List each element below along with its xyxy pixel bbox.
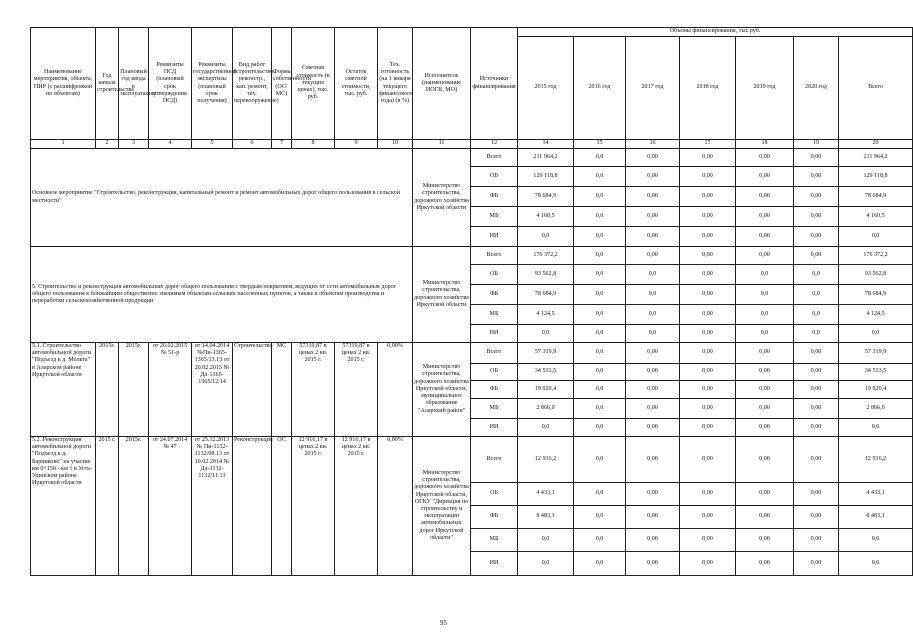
funding-value: 0,00 <box>736 187 794 207</box>
funding-value: 93 562,8 <box>839 265 913 285</box>
funding-value: 0,00 <box>680 149 736 167</box>
psd-details: от 26.02.2015 № 51-р <box>149 343 192 437</box>
funding-value: 4 433,1 <box>839 483 913 506</box>
column-number: 12 <box>471 140 518 149</box>
funding-value: 0,00 <box>626 167 680 187</box>
funding-value: 0,0 <box>736 305 794 325</box>
funding-source: ОБ <box>471 483 518 506</box>
column-number: 2 <box>96 140 119 149</box>
funding-value: 0,00 <box>626 381 680 399</box>
column-number: 8 <box>292 140 335 149</box>
funding-value: 0,0 <box>839 325 913 343</box>
funding-value: 0,00 <box>626 247 680 265</box>
funding-value: 0,0 <box>574 325 626 343</box>
funding-value: 0,00 <box>680 305 736 325</box>
column-number: 14 <box>518 140 574 149</box>
funding-source: Всего <box>471 247 518 265</box>
header-estimated-cost: Сметная стоимость (в текущих ценах), тыс. руб. <box>292 28 335 140</box>
readiness: 0,00% <box>378 437 413 576</box>
funding-value: 0,00 <box>736 399 794 419</box>
funding-value: 0,0 <box>626 265 680 285</box>
funding-value: 0,00 <box>736 149 794 167</box>
funding-value: 0,0 <box>574 265 626 285</box>
header-total: Всего <box>839 37 913 140</box>
funding-value: 0,00 <box>626 364 680 381</box>
funding-value: 211 964,2 <box>839 149 913 167</box>
funding-value: 4 124,5 <box>839 305 913 325</box>
funding-value: 78 684,9 <box>518 187 574 207</box>
column-number: 7 <box>272 140 292 149</box>
funding-value: 0,00 <box>794 247 839 265</box>
funding-value: 0,0 <box>574 419 626 437</box>
funding-value: 8 483,1 <box>518 506 574 529</box>
funding-value: 0,00 <box>736 529 794 552</box>
funding-source: Всего <box>471 149 518 167</box>
funding-value: 0,00 <box>794 506 839 529</box>
executor: Министерство строительства, дорожного хозяйства Иркутской области <box>413 247 471 343</box>
funding-value: 211 964,2 <box>518 149 574 167</box>
planned-year: 2015г. <box>119 437 149 576</box>
funding-value: 0,0 <box>839 227 913 247</box>
funding-value: 0,0 <box>574 483 626 506</box>
funding-value: 0,00 <box>680 552 736 576</box>
funding-value: 0,00 <box>794 207 839 227</box>
funding-value: 57 319,9 <box>518 343 574 364</box>
estimated-cost: 57319,87 в ценах 2 кв. 2015 г. <box>292 343 335 437</box>
funding-value: 0,0 <box>574 207 626 227</box>
header-planned-year: Плановый год ввода в эксплуатацию <box>119 28 149 140</box>
funding-value: 0,00 <box>680 381 736 399</box>
funding-value: 0,0 <box>518 419 574 437</box>
funding-value: 0,0 <box>736 285 794 305</box>
funding-source: ОБ <box>471 265 518 285</box>
funding-value: 0,00 <box>794 343 839 364</box>
funding-value: 0,00 <box>680 343 736 364</box>
funding-source: ФБ <box>471 187 518 207</box>
funding-source: ИИ <box>471 325 518 343</box>
readiness: 0,00% <box>378 343 413 437</box>
column-number: 18 <box>736 140 794 149</box>
funding-value: 0,00 <box>680 506 736 529</box>
funding-source: ИИ <box>471 552 518 576</box>
funding-value: 0,0 <box>626 285 680 305</box>
funding-value: 2 866,0 <box>518 399 574 419</box>
funding-source: ИИ <box>471 419 518 437</box>
header-readiness: Тех. готовность (на 1 января текущего финансового года) (в %) <box>378 28 413 140</box>
funding-source: ОБ <box>471 364 518 381</box>
header-name: Наименование мероприятия, объекта, ПИР (с расшифровкой по объектам) <box>31 28 96 140</box>
column-number: 15 <box>574 140 626 149</box>
funding-value: 0,00 <box>680 247 736 265</box>
funding-value: 0,0 <box>518 325 574 343</box>
funding-value: 78 684,9 <box>518 285 574 305</box>
funding-value: 0,00 <box>680 364 736 381</box>
start-year: 2015 г. <box>96 437 119 576</box>
funding-value: 0,00 <box>794 399 839 419</box>
funding-source: ИИ <box>471 227 518 247</box>
funding-value: 0,0 <box>794 265 839 285</box>
funding-source: ФБ <box>471 506 518 529</box>
funding-value: 0,0 <box>839 529 913 552</box>
funding-value: 129 118,8 <box>518 167 574 187</box>
column-number: 11 <box>413 140 471 149</box>
header-year-2017: 2017 год <box>626 37 680 140</box>
funding-value: 0,0 <box>574 364 626 381</box>
funding-value: 0,00 <box>736 227 794 247</box>
funding-value: 0,00 <box>680 265 736 285</box>
executor: Министерство строительства, дорожного хозяйства Иркутской области, муниципальное образование "Аларский район" <box>413 343 471 437</box>
funding-value: 0,00 <box>794 364 839 381</box>
planned-year: 2015г. <box>119 343 149 437</box>
funding-value: 12 916,2 <box>518 437 574 483</box>
funding-value: 0,00 <box>794 552 839 576</box>
header-psd: Реквизиты ПСД (плановый срок утверждения ПСД) <box>149 28 192 140</box>
page-number: 95 <box>440 619 447 627</box>
funding-value: 0,00 <box>794 187 839 207</box>
funding-value: 176 372,2 <box>518 247 574 265</box>
funding-value: 129 118,8 <box>839 167 913 187</box>
table-row <box>31 247 913 265</box>
ownership: МС <box>272 343 292 437</box>
funding-value: 0,0 <box>574 227 626 247</box>
funding-value: 0,00 <box>626 437 680 483</box>
funding-value: 0,00 <box>794 529 839 552</box>
ownership: ОС <box>272 437 292 576</box>
header-executor: Исполнитель (наименование ИОГВ, МО) <box>413 28 471 140</box>
executor: Министерство строительства, дорожного хозяйства Иркутской области <box>413 149 471 247</box>
table-row <box>31 149 913 167</box>
funding-value: 0,0 <box>794 325 839 343</box>
funding-value: 0,0 <box>736 265 794 285</box>
funding-value: 34 533,5 <box>839 364 913 381</box>
funding-value: 0,00 <box>680 399 736 419</box>
funding-table <box>30 27 913 576</box>
funding-source: МБ <box>471 529 518 552</box>
funding-value: 0,0 <box>626 305 680 325</box>
header-expertise: Реквизиты государственной экспертизы (плановый срок получения) <box>192 28 233 140</box>
funding-value: 34 533,5 <box>518 364 574 381</box>
funding-value: 0,0 <box>794 305 839 325</box>
funding-value: 0,0 <box>626 325 680 343</box>
funding-value: 0,00 <box>736 381 794 399</box>
funding-value: 0,0 <box>839 419 913 437</box>
funding-value: 4 160,5 <box>839 207 913 227</box>
funding-value: 0,0 <box>574 381 626 399</box>
funding-value: 0,00 <box>736 483 794 506</box>
funding-value: 19 920,4 <box>518 381 574 399</box>
object-title: 5.1. Строительство автомобильной дороги "Подъезд к д. Мольта" в Аларском районе Иркутской области <box>31 343 96 437</box>
funding-value: 0,00 <box>794 167 839 187</box>
funding-value: 8 483,1 <box>839 506 913 529</box>
header-ownership: Форма собственности (ОС/МС) <box>272 28 292 140</box>
funding-value: 0,00 <box>794 419 839 437</box>
funding-value: 0,00 <box>626 506 680 529</box>
funding-value: 0,00 <box>680 419 736 437</box>
funding-source: ФБ <box>471 381 518 399</box>
funding-value: 0,00 <box>626 187 680 207</box>
funding-value: 0,00 <box>626 207 680 227</box>
funding-value: 0,00 <box>736 343 794 364</box>
expertise-details: от 25.12.2013 № Пи-1132-1132/08.13 от 10.02.2014 № Дл-1132-1132/11.13 <box>192 437 233 576</box>
funding-value: 4 433,1 <box>518 483 574 506</box>
column-number: 4 <box>149 140 192 149</box>
funding-value: 12 916,2 <box>839 437 913 483</box>
funding-value: 0,00 <box>680 529 736 552</box>
funding-source: МБ <box>471 207 518 227</box>
funding-value: 0,00 <box>794 381 839 399</box>
funding-value: 57 319,9 <box>839 343 913 364</box>
funding-value: 0,0 <box>736 325 794 343</box>
section-title: 5. Строительство и реконструкция автомобильных дорог общего пользования с твердым покрытием, ведущих от сети автомобильных дорог общего пользования к ближайшим общественно значимым объектам сельских населенных пунктов, а также к объектам производства и переработки сельскохозяйственной продукции <box>31 247 413 343</box>
funding-value: 0,00 <box>626 529 680 552</box>
section-title: Основное мероприятие "Строительство, реконструкция, капитальный ремонт и ремонт автомобильных дорог общего пользования в сельской местности" <box>31 149 413 247</box>
funding-value: 0,0 <box>574 399 626 419</box>
funding-source: Всего <box>471 343 518 364</box>
work-type: Реконструкция <box>233 437 272 576</box>
funding-value: 0,00 <box>680 325 736 343</box>
funding-value: 0,0 <box>574 285 626 305</box>
funding-value: 0,0 <box>574 247 626 265</box>
funding-value: 0,00 <box>626 419 680 437</box>
header-year-2016: 2016 год <box>574 37 626 140</box>
funding-value: 0,0 <box>518 227 574 247</box>
header-start-year: Год начала строительства <box>96 28 119 140</box>
funding-value: 78 684,9 <box>839 285 913 305</box>
funding-value: 0,0 <box>574 437 626 483</box>
header-work-type: Вид работ (строительство, реконстр., кап. ремонт, тех. перевооружение) <box>233 28 272 140</box>
funding-value: 0,00 <box>680 483 736 506</box>
funding-value: 0,0 <box>574 167 626 187</box>
funding-value: 0,00 <box>736 207 794 227</box>
column-number: 9 <box>335 140 378 149</box>
funding-source: Всего <box>471 437 518 483</box>
funding-value: 0,00 <box>794 149 839 167</box>
funding-value: 2 866,0 <box>839 399 913 419</box>
funding-value: 0,00 <box>626 149 680 167</box>
funding-value: 0,00 <box>736 167 794 187</box>
executor: Министерство строительства, дорожного хозяйства Иркутской области, ОГКУ "Дирекция по строительству и эксплуатации автомобильных дорог Иркутской области" <box>413 437 471 576</box>
table-row <box>31 437 913 483</box>
column-number: 20 <box>839 140 913 149</box>
header-funding-volume: Объемы финансирования, тыс.руб. <box>518 28 913 37</box>
funding-value: 0,0 <box>574 506 626 529</box>
column-number: 10 <box>378 140 413 149</box>
column-number: 6 <box>233 140 272 149</box>
funding-value: 19 920,4 <box>839 381 913 399</box>
column-number: 3 <box>119 140 149 149</box>
funding-value: 0,00 <box>680 227 736 247</box>
remaining-cost: 57319,87 в ценах 2 кв. 2015 г. <box>335 343 378 437</box>
header-year-2020: 2020 год <box>794 37 839 140</box>
table-row <box>31 343 913 364</box>
funding-value: 0,00 <box>794 483 839 506</box>
funding-value: 4 160,5 <box>518 207 574 227</box>
funding-value: 4 124,5 <box>518 305 574 325</box>
header-year-2015: 2015 год <box>518 37 574 140</box>
expertise-details: от 14.04.2014 №Пи-1365-1365/13.13 от 20.02.2015 № Дл-1365-1365/12.14 <box>192 343 233 437</box>
funding-value: 0,0 <box>839 552 913 576</box>
funding-value: 0,00 <box>680 187 736 207</box>
psd-details: от 24.07.2014 № 47 <box>149 437 192 576</box>
funding-value: 0,00 <box>626 343 680 364</box>
header-year-2019: 2019 год <box>736 37 794 140</box>
funding-value: 0,00 <box>680 167 736 187</box>
object-title: 5.2. Реконструкция автомобильной дороги "Подъезд к д. Барниково" на участке км 0+150 - км 1 в Усть-Удинском районе Иркутской области <box>31 437 96 576</box>
funding-value: 0,0 <box>518 552 574 576</box>
funding-value: 176 372,2 <box>839 247 913 265</box>
header-year-2018: 2018 год <box>680 37 736 140</box>
column-number: 5 <box>192 140 233 149</box>
funding-value: 0,00 <box>794 437 839 483</box>
funding-value: 0,0 <box>574 187 626 207</box>
work-type: Строительство <box>233 343 272 437</box>
funding-value: 0,0 <box>574 343 626 364</box>
funding-value: 0,0 <box>574 552 626 576</box>
estimated-cost: 12 916,17 в ценах 2 кв. 2015 г. <box>292 437 335 576</box>
column-number: 16 <box>626 140 680 149</box>
funding-value: 0,00 <box>736 247 794 265</box>
funding-source: МБ <box>471 305 518 325</box>
funding-value: 78 684,9 <box>839 187 913 207</box>
funding-value: 0,00 <box>626 227 680 247</box>
funding-value: 0,00 <box>736 437 794 483</box>
funding-source: ОБ <box>471 167 518 187</box>
funding-value: 0,0 <box>574 305 626 325</box>
funding-value: 0,0 <box>794 285 839 305</box>
funding-value: 0,0 <box>574 149 626 167</box>
funding-value: 93 562,8 <box>518 265 574 285</box>
column-number: 1 <box>31 140 96 149</box>
funding-value: 0,00 <box>626 483 680 506</box>
funding-value: 0,00 <box>680 285 736 305</box>
funding-value: 0,0 <box>574 529 626 552</box>
start-year: 2015г. <box>96 343 119 437</box>
funding-value: 0,00 <box>626 399 680 419</box>
funding-value: 0,00 <box>736 419 794 437</box>
column-number: 17 <box>680 140 736 149</box>
funding-value: 0,00 <box>736 364 794 381</box>
header-remaining-cost: Остаток сметной стоимости, тыс. руб. <box>335 28 378 140</box>
funding-value: 0,00 <box>736 552 794 576</box>
funding-value: 0,00 <box>794 227 839 247</box>
column-number: 19 <box>794 140 839 149</box>
funding-value: 0,00 <box>680 207 736 227</box>
funding-source: МБ <box>471 399 518 419</box>
funding-source: ФБ <box>471 285 518 305</box>
header-sources: Источники финансирования <box>471 28 518 140</box>
remaining-cost: 12 916,17 в ценах 2 кв. 2015 г. <box>335 437 378 576</box>
funding-value: 0,00 <box>736 506 794 529</box>
funding-value: 0,00 <box>680 437 736 483</box>
funding-value: 0,00 <box>626 552 680 576</box>
funding-value: 0,0 <box>518 529 574 552</box>
